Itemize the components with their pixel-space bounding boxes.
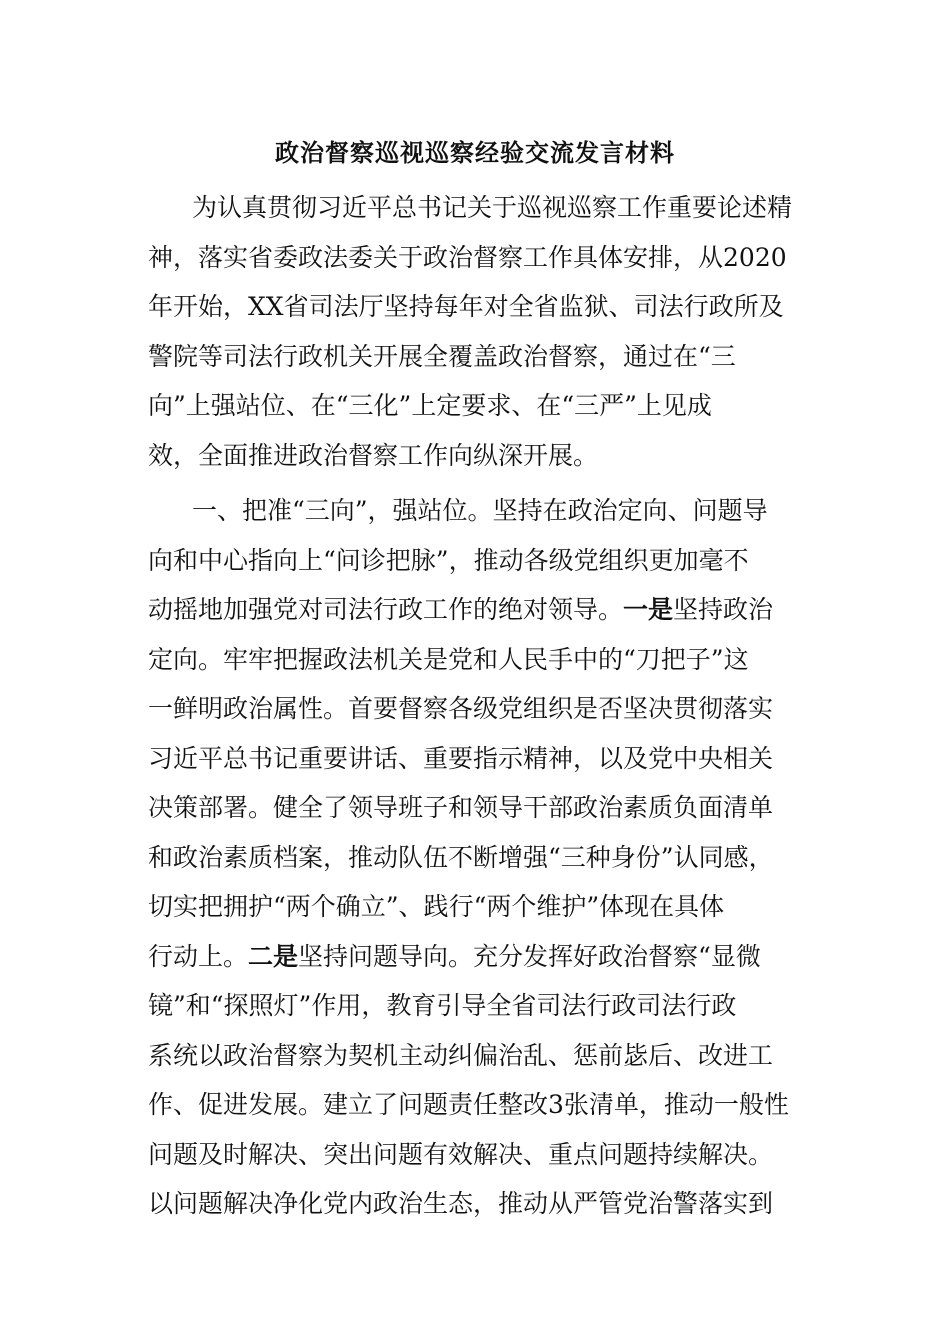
text-segment: 坚持问题导向。充分发挥好政治督察“显微 [298, 941, 761, 971]
text-line: 向”上强站位、在“三化”上定要求、在“三严”上见成 [148, 391, 712, 420]
text-segment: 坚持政治 [673, 595, 774, 624]
text-line: 定向。牢牢把握政法机关是党和人民手中的“刀把子”这 [148, 644, 749, 674]
text-line: 决策部署。健全了领导班子和领导干部政治素质负面清单 [148, 793, 774, 822]
text-line: 警院等司法行政机关开展全覆盖政治督察，通过在“三 [148, 341, 736, 371]
text-line: 年开始，XX省司法厅坚持每年对全省监狱、司法行政所及 [148, 292, 784, 321]
text-line: 一、把准“三向”，强站位。坚持在政治定向、问题导 [192, 496, 768, 525]
document-title: 政治督察巡视巡察经验交流发言材料 [275, 138, 675, 167]
text-line: 向和中心指向上“问诊把脉”，推动各级党组织更加毫不 [148, 545, 749, 575]
text-line-mixed [148, 585, 808, 635]
text-line: 为认真贯彻习近平总书记关于巡视巡察工作重要论述精 [192, 193, 793, 222]
document-body [148, 183, 808, 1229]
text-line: 一鲜明政治属性。首要督察各级党组织是否坚决贯彻落实 [148, 694, 774, 723]
text-line: 以问题解决净化党内政治生态，推动从严管党治警落实到 [148, 1189, 774, 1218]
text-line-mixed [148, 932, 808, 982]
paragraph-intro [148, 183, 808, 480]
bold-marker: 一是 [623, 595, 674, 624]
text-segment: 动摇地加强党对司法行政工作的绝对领导。 [148, 595, 624, 624]
text-line: 效，全面推进政治督察工作向纵深开展。 [148, 440, 599, 470]
text-line: 神，落实省委政法委关于政治督察工作具体安排，从2020 [148, 242, 787, 272]
text-segment: 行动上。 [148, 941, 249, 971]
text-line: 作、促进发展。建立了问题责任整改3张清单，推动一般性 [148, 1090, 789, 1119]
text-line: 问题及时解决、突出问题有效解决、重点问题持续解决。 [148, 1139, 774, 1169]
text-line: 习近平总书记重要讲话、重要指示精神，以及党中央相关 [148, 743, 774, 773]
text-line: 和政治素质档案，推动队伍不断增强“三种身份”认同感， [148, 842, 774, 872]
paragraph-section-one [148, 486, 808, 1229]
text-line: 系统以政治督察为契机主动纠偏治乱、惩前毖后、改进工 [148, 1040, 774, 1070]
bold-marker: 二是 [248, 941, 299, 971]
text-line: 切实把拥护“两个确立”、践行“两个维护”体现在具体 [148, 892, 725, 921]
text-line: 镜”和“探照灯”作用，教育引导全省司法行政司法行政 [148, 991, 737, 1020]
